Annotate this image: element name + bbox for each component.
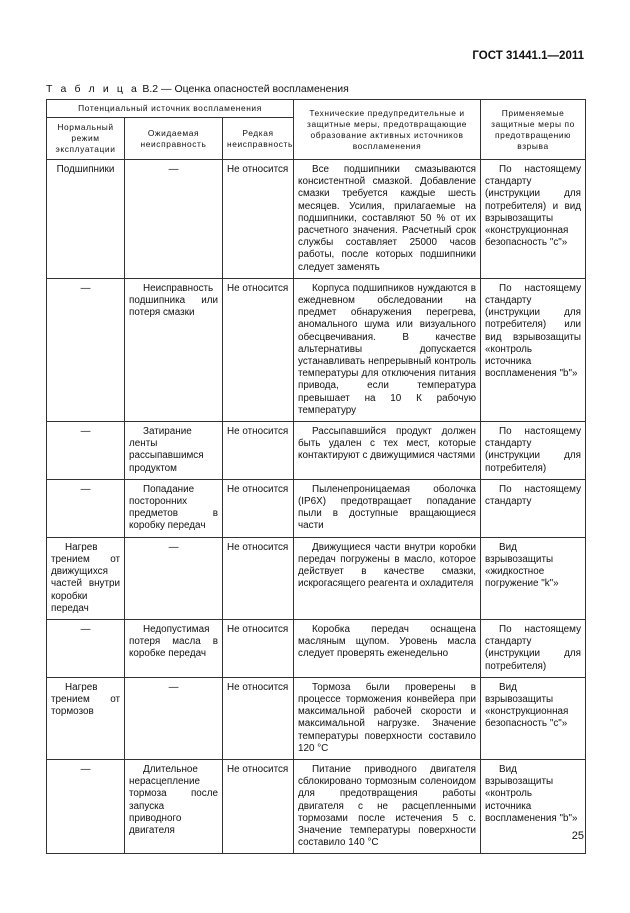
table-row	[47, 278, 586, 421]
cell-applied: По настоящему стандарту (инструкции для потребителя) или вид взрывозащиты «контроль источника воспламенения "b"»	[481, 278, 586, 421]
header-measures: Технические предупредительные и защитные меры, предотвращающие образование активных источников воспламенения	[294, 100, 481, 160]
cell-applied: Вид взрывозащиты «жидкостное погружение "k"»	[481, 537, 586, 619]
cell-measures: Тормоза были проверены в процессе торможения конвейера при максимальной рабочей скорости и максимальной нагрузке. Значение температуры поверхности составило 120 °С	[294, 677, 481, 759]
table-row	[47, 537, 586, 619]
cell-applied: По настоящему стандарту	[481, 479, 586, 537]
cell-expected: Недопустимая потеря масла в коробке передач	[125, 619, 223, 677]
header-applied-measures: Применяемые защитные меры по предотвращению взрыва	[481, 100, 586, 160]
cell-normal: Подшипники	[47, 160, 125, 279]
header-normal-mode: Нормальный режим эксплуатации	[47, 118, 125, 160]
cell-rare: Не относится	[223, 537, 294, 619]
cell-rare: Не относится	[223, 619, 294, 677]
caption-label: Т а б л и ц а	[46, 83, 140, 95]
cell-expected: Попадание посторонних предметов в коробку передач	[125, 479, 223, 537]
cell-normal: —	[47, 278, 125, 421]
table-row	[47, 759, 586, 853]
cell-measures: Рассыпавшийся продукт должен быть удален с тех мест, которые контактируют с движущимися частями	[294, 422, 481, 480]
standard-code: ГОСТ 31441.1—2011	[472, 50, 584, 62]
table-caption	[46, 83, 349, 95]
table-row	[47, 677, 586, 759]
cell-normal: —	[47, 759, 125, 853]
cell-rare: Не относится	[223, 278, 294, 421]
cell-expected: Неисправность подшипника или потеря смазки	[125, 278, 223, 421]
cell-normal: Нагрев трением от тормозов	[47, 677, 125, 759]
caption-number: В.2	[142, 83, 159, 95]
cell-applied: Вид взрывозащиты «контроль источника воспламенения "b"»	[481, 759, 586, 853]
cell-rare: Не относится	[223, 422, 294, 480]
cell-expected: Затирание ленты рассыпавшимся продуктом	[125, 422, 223, 480]
table-row	[47, 422, 586, 480]
page-number: 25	[571, 830, 584, 842]
cell-expected: —	[125, 537, 223, 619]
header-expected-fault: Ожидаемая неисправность	[125, 118, 223, 160]
cell-rare: Не относится	[223, 479, 294, 537]
cell-normal: —	[47, 479, 125, 537]
caption-title: — Оценка опасностей воспламенения	[161, 83, 349, 95]
cell-rare: Не относится	[223, 759, 294, 853]
table-row	[47, 619, 586, 677]
cell-normal: —	[47, 422, 125, 480]
cell-applied: По настоящему стандарту (инструкции для потребителя) и вид взрывозащиты «конструкционная безопасность "с"»	[481, 160, 586, 279]
cell-expected: —	[125, 677, 223, 759]
cell-rare: Не относится	[223, 160, 294, 279]
cell-expected: Длительное нерасцепление тормоза после запуска приводного двигателя	[125, 759, 223, 853]
hazard-table	[46, 99, 586, 854]
cell-measures: Питание приводного двигателя сблокировано тормозным соленоидом для предотвращения работы двигателя с не расцепленными тормозами после истечения 5 с. Значение температуры поверхности составило 140 °С	[294, 759, 481, 853]
cell-applied: По настоящему стандарту (инструкции для потребителя)	[481, 422, 586, 480]
cell-measures: Корпуса подшипников нуждаются в ежедневном обследовании на предмет обнаружения перегрева, аномального шума или визуального обесцвечивания. В качестве альтернативы допускается устанавливать непрерывный контроль температуры для отключения питания привода, если температура превышает на 10 К рабочую температуру	[294, 278, 481, 421]
cell-measures: Коробка передач оснащена масляным щупом. Уровень масла следует проверять еженедельно	[294, 619, 481, 677]
cell-normal: Нагрев трением от движущихся частей внутри коробки передач	[47, 537, 125, 619]
cell-measures: Все подшипники смазываются консистентной смазкой. Добавление смазки требуется каждые шесть месяцев. Усилия, прилагаемые на подшипники, составляют 50 % от их расчетного значения. Расчетный срок службы составляет 25000 часов работы, после которых подшипники следует заменять	[294, 160, 481, 279]
table-row	[47, 160, 586, 279]
cell-expected: —	[125, 160, 223, 279]
cell-applied: Вид взрывозащиты «конструкционная безопасность "с"»	[481, 677, 586, 759]
header-potential-source: Потенциальный источник воспламенения	[47, 100, 294, 118]
cell-applied: По настоящему стандарту (инструкции для потребителя)	[481, 619, 586, 677]
cell-rare: Не относится	[223, 677, 294, 759]
table-row	[47, 479, 586, 537]
cell-measures: Движущиеся части внутри коробки передач погружены в масло, которое действует в качестве смазки, искрогасящего реагента и охладителя	[294, 537, 481, 619]
cell-normal: —	[47, 619, 125, 677]
cell-measures: Пыленепроницаемая оболочка (IP6X) предотвращает попадание пыли в доступные вращающиеся части	[294, 479, 481, 537]
header-rare-fault: Редкая неисправность	[223, 118, 294, 160]
